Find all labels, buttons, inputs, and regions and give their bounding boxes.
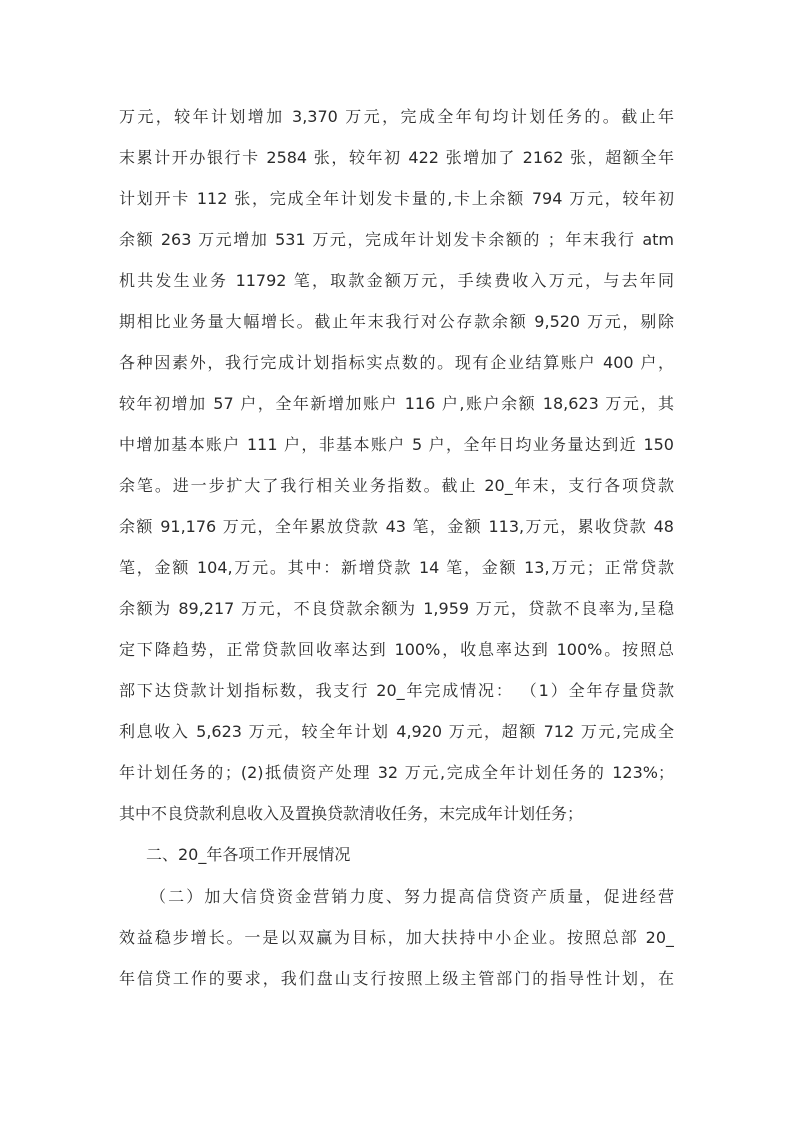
body-text-line: 计划开卡 112 张，完成全年计划发卡量的,卡上余额 794 万元，较年初 <box>119 189 674 208</box>
body-text-line: 余笔。进一步扩大了我行相关业务指数。截止 20_年末，支行各项贷款 <box>119 476 674 495</box>
body-text-line: 机共发生业务 11792 笔，取款金额万元，手续费收入万元，与去年同 <box>119 271 674 290</box>
section-heading: 二、20_年各项工作开展情况 <box>146 845 351 864</box>
body-text-line: 万元，较年计划增加 3,370 万元，完成全年旬均计划任务的。截止年 <box>119 107 674 126</box>
body-text-line: 余额 263 万元增加 531 万元，完成年计划发卡余额的 ；年末我行 atm <box>119 230 674 249</box>
body-text-line: 笔，金额 104,万元。其中：新增贷款 14 笔，金额 13,万元；正常贷款 <box>119 558 674 577</box>
body-text-line: 部下达贷款计划指标数，我支行 20_年完成情况： （1）全年存量贷款 <box>119 681 674 700</box>
body-text-line: 年信贷工作的要求，我们盘山支行按照上级主管部门的指导性计划，在 <box>119 969 674 988</box>
body-text-line: 余额 91,176 万元，全年累放贷款 43 笔，金额 113,万元，累收贷款 48 <box>119 517 674 536</box>
body-text-line: 余额为 89,217 万元，不良贷款余额为 1,959 万元，贷款不良率为,呈稳 <box>119 599 674 618</box>
body-text-line: 年计划任务的；(2)抵债资产处理 32 万元,完成全年计划任务的 123%； <box>119 763 674 782</box>
body-text-line: 期相比业务量大幅增长。截止年末我行对公存款余额 9,520 万元，剔除 <box>119 312 674 331</box>
body-text-line: 末累计开办银行卡 2584 张，较年初 422 张增加了 2162 张，超额全年 <box>119 148 674 167</box>
body-text-line: 其中不良贷款利息收入及置换贷款清收任务，末完成年计划任务； <box>119 804 584 823</box>
body-text-line: （二）加大信贷资金营销力度、努力提高信贷资产质量，促进经营 <box>150 887 674 906</box>
body-text-line: 效益稳步增长。一是以双赢为目标，加大扶持中小企业。按照总部 20_ <box>119 928 674 947</box>
body-text-line: 定下降趋势，正常贷款回收率达到 100%，收息率达到 100%。按照总 <box>119 640 674 659</box>
body-text-line: 中增加基本账户 111 户，非基本账户 5 户，全年日均业务量达到近 150 <box>119 435 674 454</box>
body-text-line: 利息收入 5,623 万元，较全年计划 4,920 万元，超额 712 万元,完成全 <box>119 722 674 741</box>
body-text-line: 各种因素外，我行完成计划指标实点数的。现有企业结算账户 400 户， <box>119 353 674 372</box>
body-text-line: 较年初增加 57 户，全年新增加账户 116 户,账户余额 18,623 万元，其 <box>119 394 674 413</box>
